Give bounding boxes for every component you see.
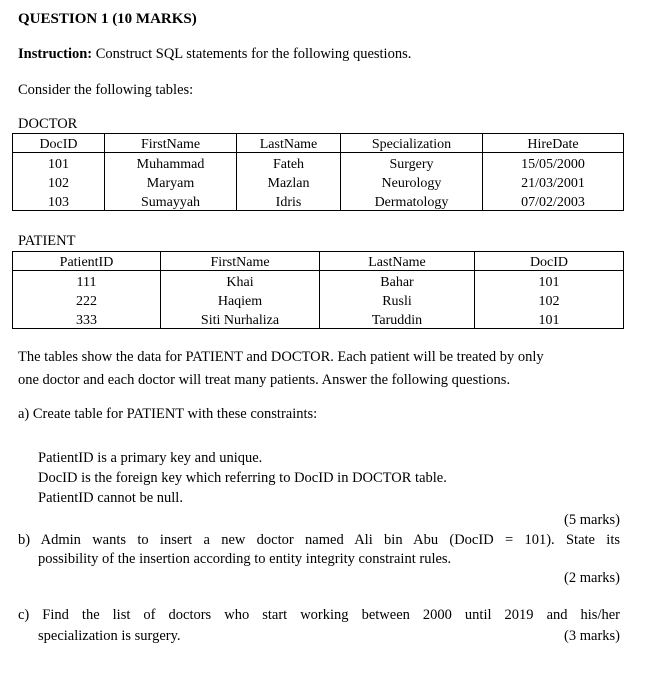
doctor-header-hiredate: HireDate [483, 134, 624, 153]
table-cell: Dermatology [341, 191, 483, 211]
table-cell: 102 [13, 172, 105, 191]
constraint-item: PatientID cannot be null. [38, 490, 183, 506]
question-title: QUESTION 1 (10 MARKS) [18, 11, 197, 27]
table-cell: 101 [475, 309, 624, 329]
table-cell: Bahar [320, 271, 475, 291]
description-line-1: The tables show the data for PATIENT and DOCTOR. Each patient will be treated by only [18, 349, 544, 365]
part-a-marks: (5 marks) [564, 512, 620, 528]
table-cell: 15/05/2000 [483, 153, 624, 173]
table-row [13, 271, 624, 291]
table-cell: Rusli [320, 290, 475, 309]
table-cell: 333 [13, 309, 161, 329]
constraint-item: DocID is the foreign key which referring to DocID in DOCTOR table. [38, 470, 447, 486]
table-row [13, 290, 624, 309]
part-a-text: a) Create table for PATIENT with these constraints: [18, 406, 318, 422]
table-cell: 07/02/2003 [483, 191, 624, 211]
patient-table [12, 251, 624, 329]
doctor-header-specialization: Specialization [341, 134, 483, 153]
part-b-line-1: b) Admin wants to insert a new doctor named Ali bin Abu (DocID = 101). State its [18, 532, 620, 548]
description-line-2: one doctor and each doctor will treat many patients. Answer the following questions. [18, 372, 511, 388]
part-b-line-2: possibility of the insertion according to entity integrity constraint rules. [38, 551, 452, 567]
table-cell: Maryam [105, 172, 237, 191]
table-cell: 101 [475, 271, 624, 291]
table-row [13, 172, 624, 191]
instruction-label: Instruction: [18, 46, 93, 62]
part-c-line-1: c) Find the list of doctors who start working between 2000 until 2019 and his/her [18, 607, 620, 623]
part-c-marks: (3 marks) [564, 628, 620, 644]
patient-header-firstname: FirstName [161, 252, 320, 271]
table-cell: Mazlan [237, 172, 341, 191]
consider-text: Consider the following tables: [18, 82, 194, 98]
part-b-marks: (2 marks) [564, 570, 620, 586]
table-cell: Sumayyah [105, 191, 237, 211]
doctor-header-firstname: FirstName [105, 134, 237, 153]
patient-table-caption: PATIENT [18, 233, 76, 249]
table-cell: 101 [13, 153, 105, 173]
patient-header-docid: DocID [475, 252, 624, 271]
table-row [13, 309, 624, 329]
table-cell: 102 [475, 290, 624, 309]
doctor-table-caption: DOCTOR [18, 116, 78, 132]
table-cell: Muhammad [105, 153, 237, 173]
doctor-header-lastname: LastName [237, 134, 341, 153]
patient-header-lastname: LastName [320, 252, 475, 271]
patient-table-header-row [13, 252, 624, 271]
table-cell: Surgery [341, 153, 483, 173]
instruction-line [18, 46, 411, 63]
patient-header-patientid: PatientID [13, 252, 161, 271]
table-cell: Fateh [237, 153, 341, 173]
table-cell: Haqiem [161, 290, 320, 309]
table-cell: Idris [237, 191, 341, 211]
table-cell: 111 [13, 271, 161, 291]
table-row [13, 153, 624, 173]
table-row [13, 191, 624, 211]
instruction-text: Construct SQL statements for the following questions. [92, 46, 412, 62]
part-c-line-2: specialization is surgery. [38, 628, 181, 644]
doctor-table [12, 133, 624, 211]
table-cell: 21/03/2001 [483, 172, 624, 191]
table-cell: 222 [13, 290, 161, 309]
table-cell: Khai [161, 271, 320, 291]
table-cell: Siti Nurhaliza [161, 309, 320, 329]
constraint-item: PatientID is a primary key and unique. [38, 450, 263, 466]
doctor-header-docid: DocID [13, 134, 105, 153]
table-cell: 103 [13, 191, 105, 211]
doctor-table-header-row [13, 134, 624, 153]
table-cell: Neurology [341, 172, 483, 191]
table-cell: Taruddin [320, 309, 475, 329]
